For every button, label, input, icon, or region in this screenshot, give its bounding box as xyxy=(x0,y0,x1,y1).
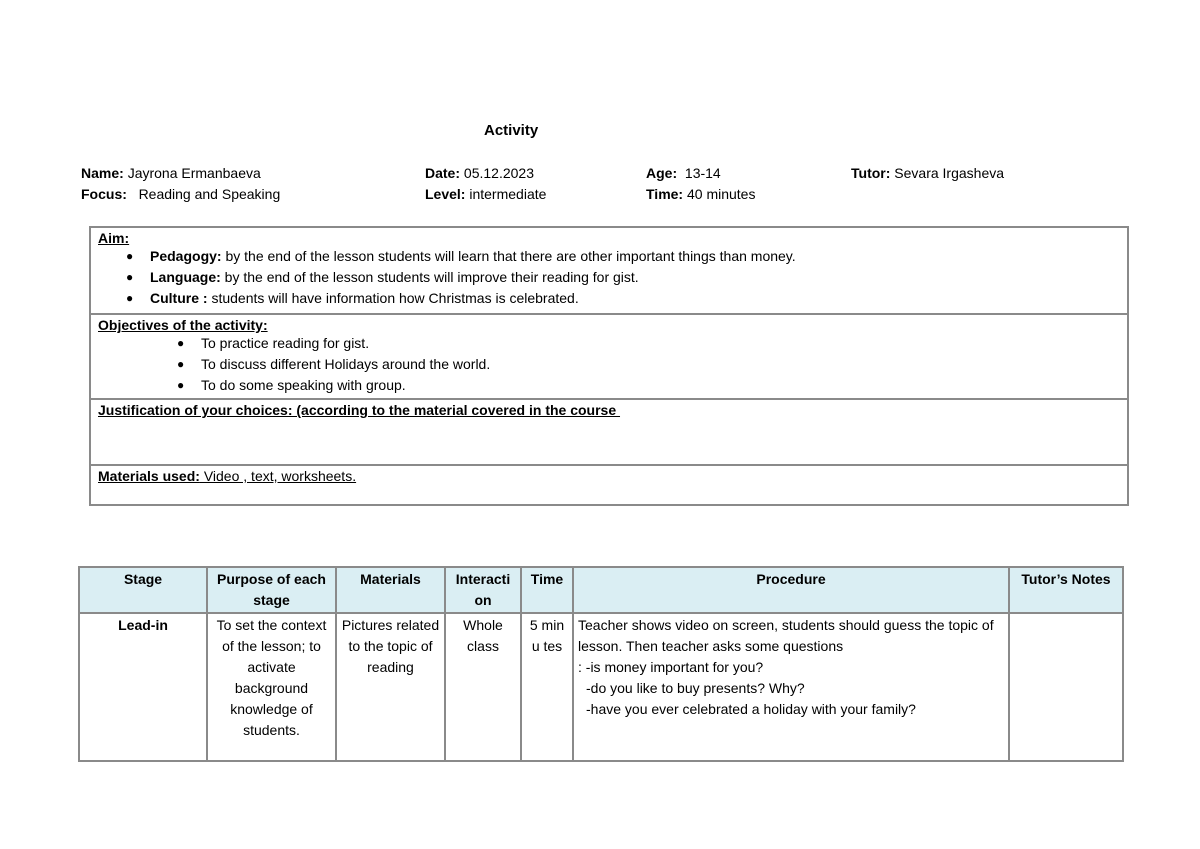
age-value: 13-14 xyxy=(684,165,721,181)
cell-stage: Lead-in xyxy=(79,613,207,761)
aim-item xyxy=(126,246,1127,267)
procedure-line: Teacher shows video on screen, students should guess the topic of lesson. Then teacher asks some questions xyxy=(578,617,994,654)
name-field xyxy=(81,165,261,181)
procedure-line: -have you ever celebrated a holiday with your family? xyxy=(586,701,916,717)
header-tutor-notes: Tutor’s Notes xyxy=(1009,567,1123,613)
objective-item xyxy=(177,354,1127,375)
objective-item xyxy=(177,333,1127,354)
objectives-section xyxy=(91,315,1127,400)
aim-heading: Aim: xyxy=(98,230,130,246)
lesson-plan-box xyxy=(89,226,1129,506)
justification-section xyxy=(91,400,1127,466)
focus-field xyxy=(81,186,280,202)
aim-item-label: Culture : xyxy=(150,290,208,306)
materials-text: Video , text, worksheets. xyxy=(199,468,357,484)
table-header-row xyxy=(79,567,1123,613)
header-materials: Materials xyxy=(336,567,445,613)
header-procedure: Procedure xyxy=(573,567,1009,613)
cell-purpose: To set the context of the lesson; to activate background knowledge of students. xyxy=(207,613,336,761)
objectives-heading: Objectives of the activity: xyxy=(98,317,268,333)
tutor-label: Tutor: xyxy=(851,165,891,181)
aim-item-text: by the end of the lesson students will learn that there are other important things than money. xyxy=(221,248,796,264)
date-label: Date: xyxy=(425,165,461,181)
tutor-field xyxy=(851,165,1004,181)
bullet-icon: ● xyxy=(126,291,134,305)
aim-list xyxy=(98,246,1127,309)
cell-tutor-notes xyxy=(1009,613,1123,761)
cell-interaction: Whole class xyxy=(445,613,521,761)
materials-section xyxy=(91,466,1127,504)
objective-text: To do some speaking with group. xyxy=(201,377,406,393)
level-label: Level: xyxy=(425,186,466,202)
table-row xyxy=(79,613,1123,761)
header-stage: Stage xyxy=(79,567,207,613)
procedure-table xyxy=(78,566,1124,762)
focus-label: Focus: xyxy=(81,186,127,202)
level-value: intermediate xyxy=(469,186,547,202)
time-value: 40 minutes xyxy=(686,186,756,202)
focus-value: Reading and Speaking xyxy=(138,186,281,202)
tutor-value: Sevara Irgasheva xyxy=(894,165,1005,181)
header-interaction: Interacti on xyxy=(445,567,521,613)
bullet-icon: ● xyxy=(177,357,185,371)
aim-item-text: students will have information how Christmas is celebrated. xyxy=(207,290,579,306)
level-field xyxy=(425,186,546,202)
objective-text: To discuss different Holidays around the world. xyxy=(201,356,491,372)
aim-item xyxy=(126,288,1127,309)
header-time: Time xyxy=(521,567,573,613)
name-label: Name: xyxy=(81,165,124,181)
objective-item xyxy=(177,375,1127,396)
bullet-icon: ● xyxy=(126,249,134,263)
bullet-icon: ● xyxy=(177,378,185,392)
aim-item xyxy=(126,267,1127,288)
objective-text: To practice reading for gist. xyxy=(201,335,370,351)
cell-materials: Pictures related to the topic of reading xyxy=(336,613,445,761)
header-purpose: Purpose of each stage xyxy=(207,567,336,613)
document-title: Activity xyxy=(484,122,539,139)
aim-item-label: Language: xyxy=(150,269,221,285)
time-field xyxy=(646,186,755,202)
materials-heading: Materials used: xyxy=(98,468,200,484)
date-value: 05.12.2023 xyxy=(463,165,534,181)
bullet-icon: ● xyxy=(177,336,185,350)
aim-item-text: by the end of the lesson students will improve their reading for gist. xyxy=(220,269,639,285)
materials-line xyxy=(98,468,356,484)
justification-heading: Justification of your choices: (according to the material covered in the course xyxy=(98,402,621,418)
age-label: Age: xyxy=(646,165,678,181)
aim-section xyxy=(91,228,1127,315)
objectives-list xyxy=(98,333,1127,396)
procedure-line: -do you like to buy presents? Why? xyxy=(586,680,805,696)
date-field xyxy=(425,165,534,181)
bullet-icon: ● xyxy=(126,270,134,284)
procedure-line: : -is money important for you? xyxy=(578,659,764,675)
age-field xyxy=(646,165,721,181)
cell-time: 5 minu tes xyxy=(521,613,573,761)
name-value: Jayrona Ermanbaeva xyxy=(127,165,261,181)
cell-procedure xyxy=(573,613,1009,761)
aim-item-label: Pedagogy: xyxy=(150,248,222,264)
time-label: Time: xyxy=(646,186,684,202)
